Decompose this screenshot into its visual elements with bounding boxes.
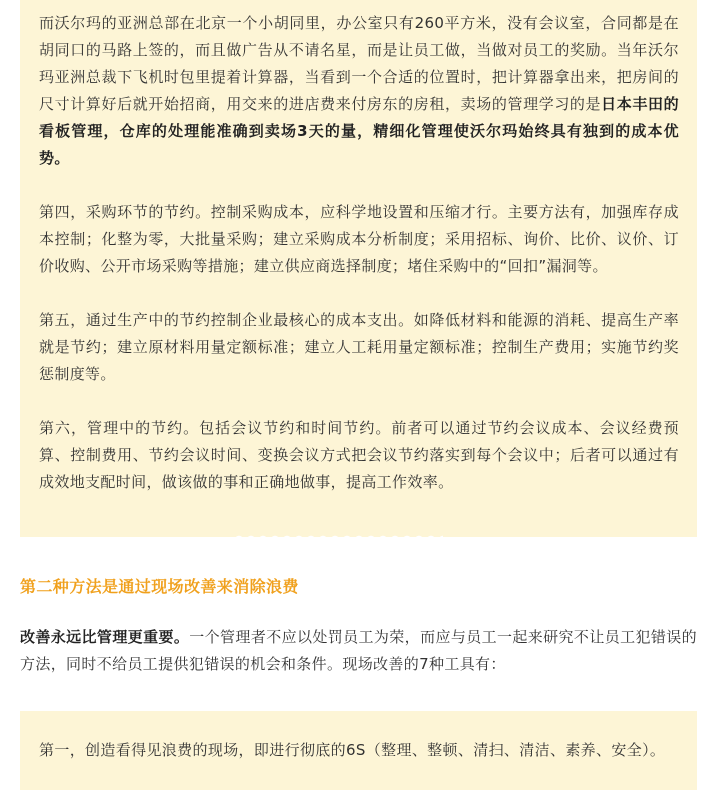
walmart-paragraph-text: 而沃尔玛的亚洲总部在北京一个小胡同里，办公室只有260平方米，没有会议室，合同都是在胡同口的马路上签的，而且做广告从不请名星，而是让员工做，当做对员工的奖励。当年沃尔玛亚洲总裁下飞机时包里提着计算器，当看到一个合适的位置时，把计算器拿出来，把房间的尺寸计算好后就开始招商，用交来的进店费来付房东的房租，卖场的管理学习的是 [39,14,679,113]
improvement-intro-paragraph [20,624,697,678]
production-saving-paragraph: 第五，通过生产中的节约控制企业最核心的成本支出。如降低材料和能源的消耗、提高生产率就是节约；建立原材料用量定额标准；建立人工耗用量定额标准；控制生产费用；实施节约奖惩制度等。 [39,311,679,383]
card-torn-edge-decoration [233,531,443,540]
improvement-intro-emphasis: 改善永远比管理更重要。 [20,628,190,646]
management-saving-paragraph: 第六，管理中的节约。包括会议节约和时间节约。前者可以通过节约会议成本、会议经费预算、控制费用、节约会议时间、变换会议方式把会议节约落实到每个会议中；后者可以通过有成效地支配时间，做该做的事和正确地做事，提高工作效率。 [39,419,679,491]
highlight-card-cost-saving [20,0,697,537]
highlight-card-tools [20,711,697,790]
section-heading: 第二种方法是通过现场改善来消除浪费 [20,577,299,596]
procurement-saving-paragraph: 第四，采购环节的节约。控制采购成本，应科学地设置和压缩才行。主要方法有，加强库存成本控制；化整为零，大批量采购；建立采购成本分析制度；采用招标、询价、比价、议价、订价收购、公开市场采购等措施；建立供应商选择制度；堵住采购中的“回扣”漏洞等。 [39,203,679,275]
first-tool-paragraph: 第一，创造看得见浪费的现场，即进行彻底的6S（整理、整顿、清扫、清洁、素养、安全）。 [39,741,666,759]
walmart-paragraph [39,10,679,172]
improvement-intro-text: 一个管理者不应以处罚员工为荣，而应与员工一起来研究不让员工犯错误的方法，同时不给员工提供犯错误的机会和条件。现场改善的7种工具有： [20,628,697,673]
walmart-paragraph-emphasis: 日本丰田的看板管理，仓库的处理能准确到卖场3天的量，精细化管理使沃尔玛始终具有独到的成本优势。 [39,95,679,167]
